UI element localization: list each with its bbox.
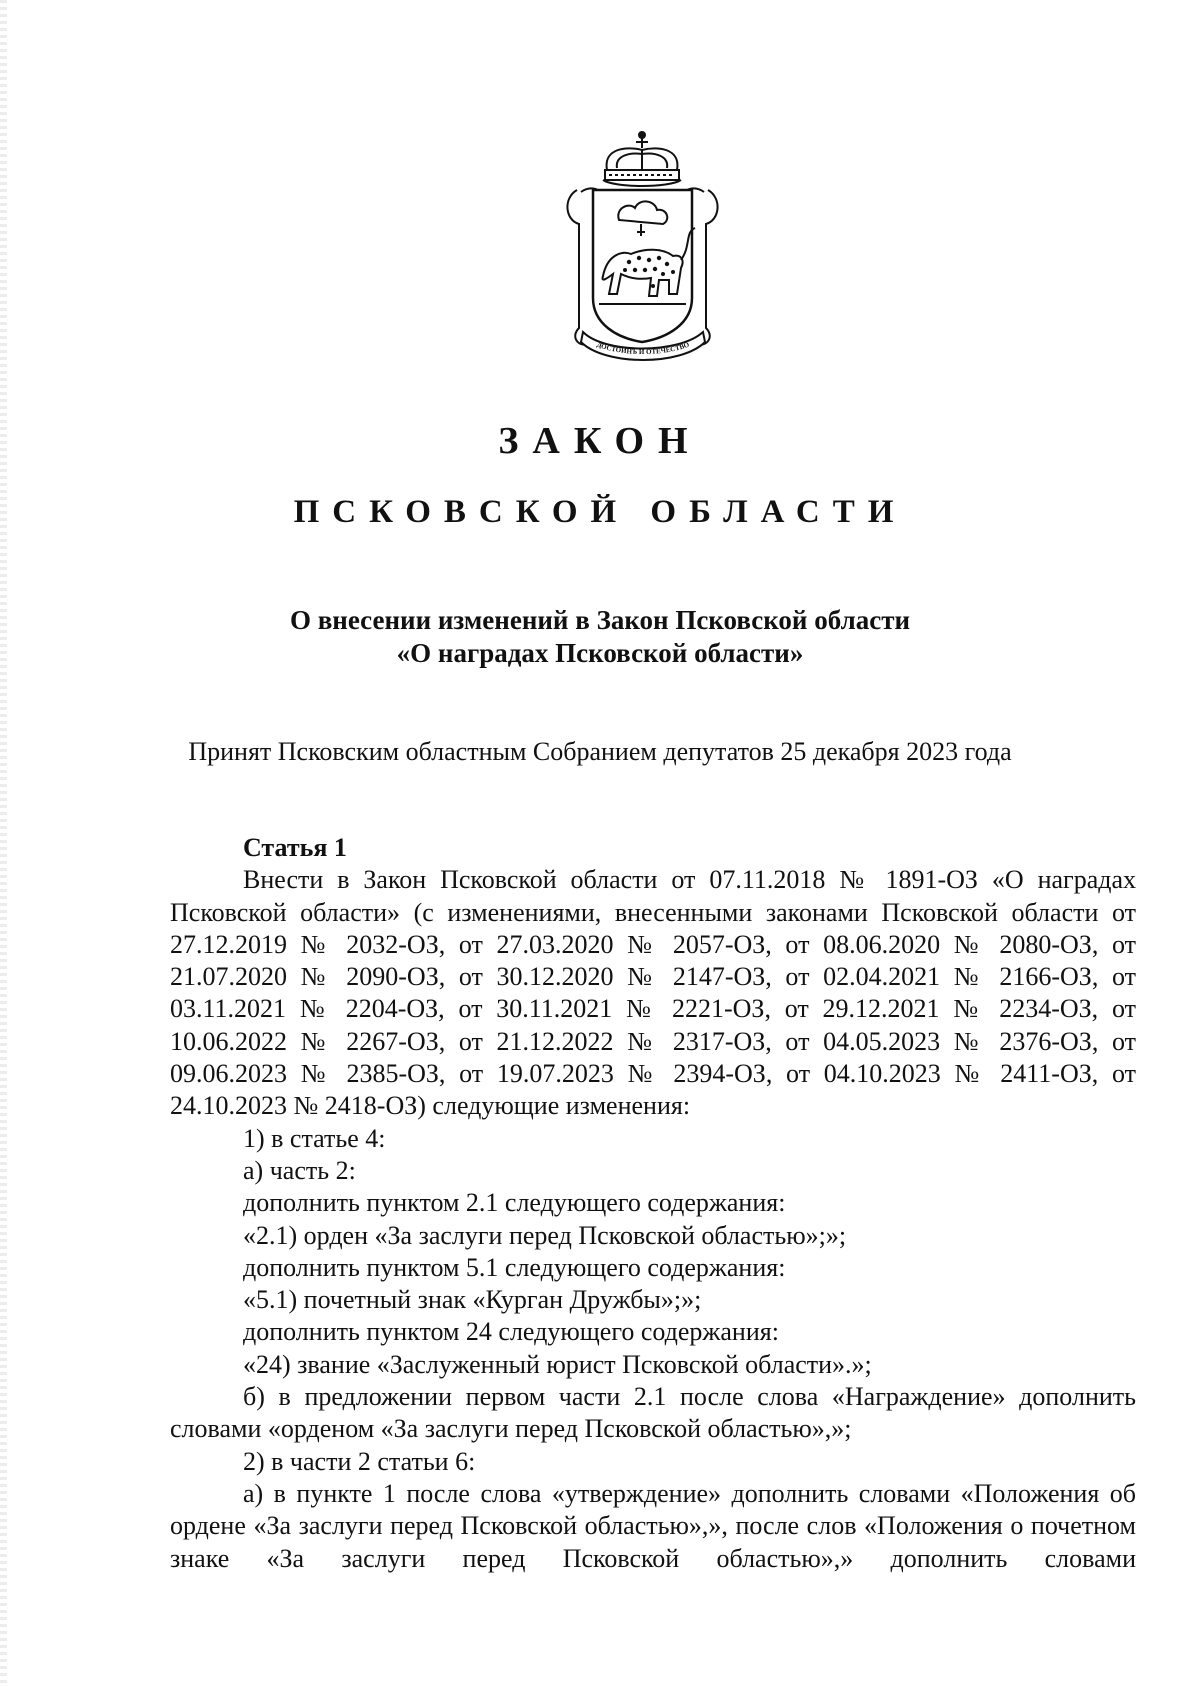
list-item: «24) звание «Заслуженный юрист Псковской области».»; <box>243 1349 872 1379</box>
list-item-2a: а) в пункте 1 после слова «утверждение» дополнить словами «Положения об ордене «За заслуги перед Псковской областью»,», после слов «Положения о почетном знаке «За заслуги перед Псковской областью»,» дополнить словами <box>170 1478 1136 1573</box>
adoption-note: Принят Псковским областным Собранием депутатов 25 декабря 2023 года <box>188 737 1012 766</box>
list-item: дополнить пунктом 2.1 следующего содержания: <box>243 1188 786 1218</box>
list-item: «2.1) орден «За заслуги перед Псковской областью»;»; <box>243 1220 847 1250</box>
article-intro: Внести в Закон Псковской области от 07.11.2018 № 1891-ОЗ «О наградах Псковской области» (с изменениями, внесенными законами Псковской области от 27.12.2019 № 2032-ОЗ, от 27.03.2020 № 2057-ОЗ, от 08.06.2020 № 2080-ОЗ, от 21.07.2020 № 2090-ОЗ, от 30.12.2020 № 2147-ОЗ, от 02.04.2021 № 2166-ОЗ, от 03.11.2021 № 2204-ОЗ, от 30.11.2021 № 2221-ОЗ, от 29.12.2021 № 2234-ОЗ, от 10.06.2022 № 2267-ОЗ, от 21.12.2022 № 2317-ОЗ, от 04.05.2023 № 2376-ОЗ, от 09.06.2023 № 2385-ОЗ, от 19.07.2023 № 2394-ОЗ, от 04.10.2023 № 2411-ОЗ, от 24.10.2023 № 2418-ОЗ) следующие изменения: <box>170 865 1136 1121</box>
law-subtitle <box>0 604 1200 670</box>
article-title: Статья 1 <box>243 833 347 862</box>
list-item: дополнить пунктом 24 следующего содержания: <box>243 1317 779 1347</box>
list-item: а) часть 2: <box>243 1155 356 1185</box>
region-title: ПСКОВСКОЙ ОБЛАСТИ <box>293 494 907 530</box>
list-item-b: б) в предложении первом части 2.1 после слова «Награждение» дополнить словами «орденом «За заслуги перед Псковской областью»,»; <box>170 1382 1136 1444</box>
subtitle-line-1: О внесении изменений в Закон Псковской области <box>289 605 911 635</box>
svg-text:ДОСТОИНЪ И ОТЕЧЕСТВО: ДОСТОИНЪ И ОТЕЧЕСТВО <box>595 340 691 357</box>
pskov-oblast-coat-of-arms-icon <box>555 128 730 368</box>
scan-edge <box>0 0 7 1686</box>
list-item-2: 2) в части 2 статьи 6: <box>243 1446 476 1476</box>
law-body <box>170 832 1136 1575</box>
list-item: 1) в статье 4: <box>243 1123 386 1153</box>
list-item: «5.1) почетный знак «Курган Дружбы»;»; <box>243 1285 702 1315</box>
law-title: ЗАКОН <box>498 420 702 462</box>
subtitle-line-2: «О наградах Псковской области» <box>396 638 804 668</box>
list-item: дополнить пунктом 5.1 следующего содержания: <box>243 1252 786 1282</box>
